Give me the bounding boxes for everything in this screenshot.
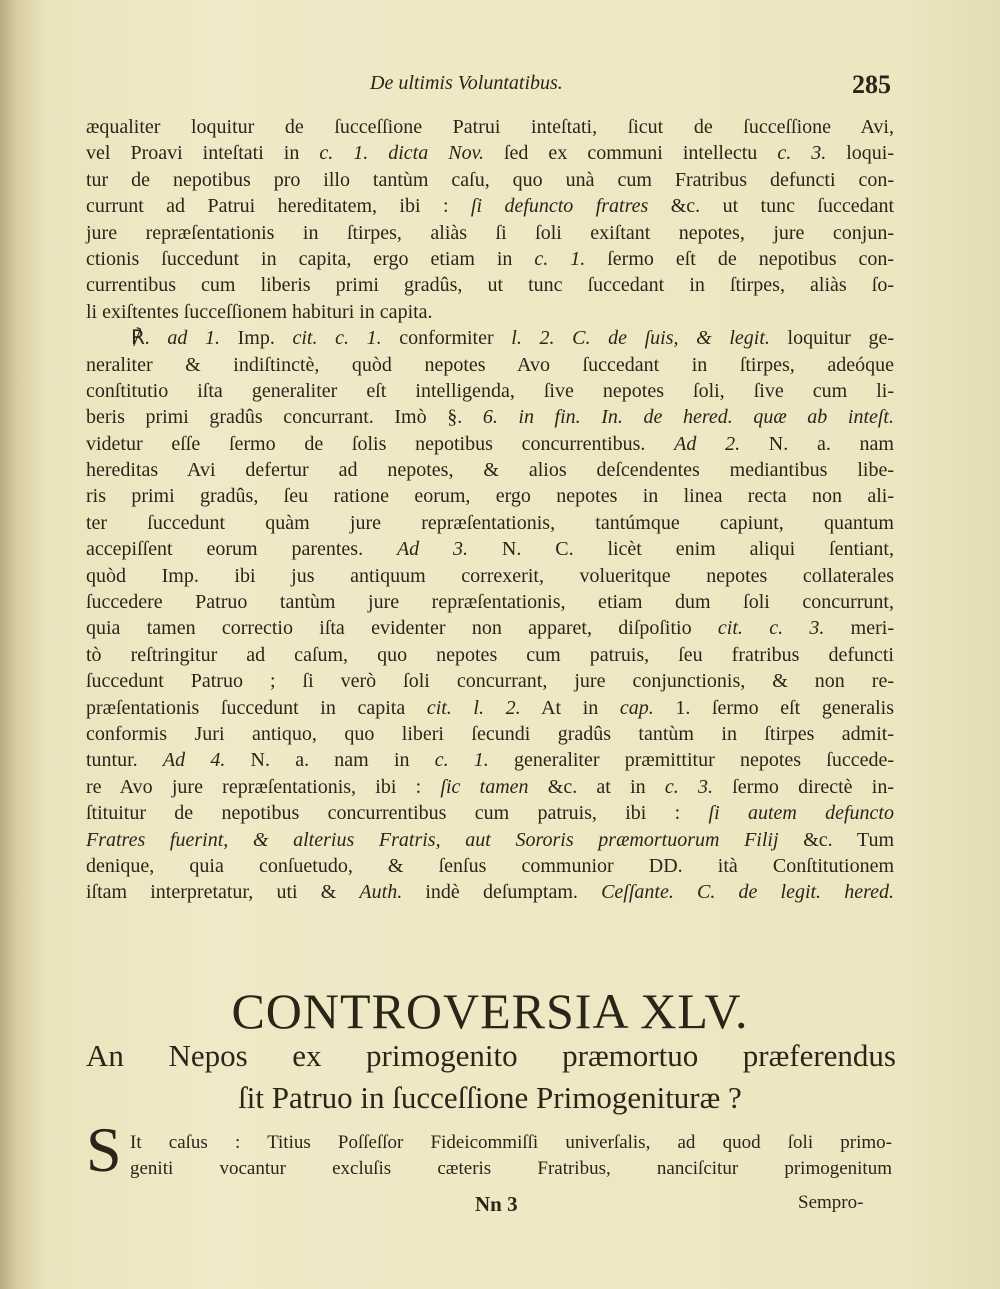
italic-citation: cit. c. 3. (717, 617, 825, 640)
text-segment: tò reſtringitur ad caſum, quo nepotes cum patruis, ſeu fratribus defuncti (86, 643, 894, 666)
text-segment: li exiſtentes ſucceſſionem habituri in capita. (86, 300, 433, 323)
signature-mark: Nn 3 (475, 1192, 518, 1216)
text-line (86, 483, 894, 509)
text-segment: ſuccedunt Patruo ; ſi verò ſoli concurrant, jure conjunctionis, & non re- (86, 670, 894, 693)
text-segment: N. C. licèt enim aliqui ſentiant, (468, 538, 894, 561)
text-segment: ſuccedere Patruo tantùm jure repræſentationis, etiam dum ſoli concurrunt, (86, 591, 894, 614)
text-line (86, 457, 894, 483)
text-segment: hereditas Avi defertur ad nepotes, & alios deſcendentes mediantibus libe- (86, 459, 894, 482)
text-line (86, 272, 894, 298)
text-segment: indè deſumptam. (402, 881, 602, 904)
text-segment: currunt ad Patrui hereditatem, ibi : (86, 195, 471, 218)
text-segment: tur de nepotibus pro illo tantùm caſu, quo unà cum Fratribus defuncti con- (86, 168, 894, 191)
text-segment: ℟. (131, 327, 168, 350)
text-line (86, 378, 894, 404)
text-line (86, 246, 894, 272)
section-title: CONTROVERSIA XLV. (231, 983, 749, 1039)
text-segment: geniti vocantur excluſis cæteris Fratribus, nanciſcitur primogenitum (130, 1158, 892, 1180)
section-question-line-2: ſit Patruo in ſucceſſione Primogenituræ ? (238, 1080, 742, 1115)
text-segment: præſentationis ſuccedunt in capita (86, 696, 427, 719)
text-line (86, 114, 894, 140)
text-segment: conformiter (381, 327, 512, 350)
text-line (86, 404, 894, 430)
italic-citation: Fratres fuerint, & alterius Fratris, aut Sororis præmortuorum Filij (86, 828, 779, 851)
text-line (86, 510, 894, 536)
text-segment: N. a. nam (740, 432, 894, 455)
catchword: Sempro- (798, 1192, 864, 1213)
text-line (86, 615, 894, 641)
italic-citation: Ceſſante. C. de legit. hered. (601, 881, 895, 904)
text-line (86, 431, 894, 457)
text-line (130, 1156, 892, 1182)
text-line (86, 220, 894, 246)
text-line (86, 695, 894, 721)
text-segment: ris primi gradûs, ſeu ratione eorum, ergo nepotes in linea recta non ali- (86, 485, 894, 508)
text-segment: At in (520, 696, 620, 719)
body-text (86, 114, 894, 906)
text-segment: beris primi gradûs concurrant. Imò §. (86, 406, 483, 429)
text-segment: generaliter præmittitur nepotes ſuccede- (488, 749, 894, 772)
text-line (86, 668, 894, 694)
text-segment: conformis Juri antiquo, quo liberi ſecundi gradûs tantùm in ſtirpes admit- (86, 722, 894, 745)
text-segment: tuntur. (86, 749, 163, 772)
text-segment: videtur eſſe ſermo de ſolis nepotibus concurrentibus. (86, 432, 675, 455)
text-segment: 1. ſermo eſt generalis (653, 696, 895, 719)
text-segment: denique, quia conſuetudo, & ſenſus communior DD. ità Conſtitutionem (86, 854, 894, 877)
text-segment: quòd Imp. ibi jus antiquum correxerit, volueritque nepotes collaterales (86, 564, 894, 587)
italic-citation: Ad 3. (396, 538, 469, 561)
text-line (86, 642, 894, 668)
italic-citation: c. 1. dicta Nov. (319, 142, 484, 165)
text-segment: ſed ex communi intellectu (483, 142, 778, 165)
text-line (86, 140, 894, 166)
text-segment: re Avo jure repræſentationis, ibi : (86, 775, 441, 798)
italic-citation: l. 2. C. de ſuis, & legit. (511, 327, 770, 350)
text-line (86, 563, 894, 589)
text-segment: ſermo eſt de nepotibus con- (585, 247, 894, 270)
text-segment: loquitur ge- (769, 327, 895, 350)
italic-citation: c. 1. (534, 247, 586, 270)
italic-citation: Ad 4. (162, 749, 226, 772)
text-segment: æqualiter loquitur de ſucceſſione Patrui inteſtati, ſicut de ſucceſſione Avi, (86, 116, 894, 138)
italic-citation: c. 3. (664, 775, 714, 798)
text-line (86, 827, 894, 853)
text-segment: quia tamen correctio iſta evidenter non apparet, diſpoſitio (86, 617, 718, 640)
italic-citation: ſi defuncto fratres (470, 195, 649, 218)
text-segment: currentibus cum liberis primi gradûs, ut tunc ſuccedant in ſtirpes, aliàs ſo- (86, 274, 894, 297)
italic-citation: 6. in fin. In. de hered. quæ ab inteſt. (482, 406, 894, 429)
text-segment: &c. at in (528, 775, 665, 798)
text-line (86, 879, 894, 905)
running-title: De ultimis Voluntatibus. (370, 72, 563, 94)
text-line (86, 853, 894, 879)
text-line (86, 352, 894, 378)
text-line (86, 299, 894, 325)
text-line (86, 747, 894, 773)
text-segment: It caſus : Titius Poſſeſſor Fideicommiſſi univerſalis, ad quod ſoli primo- (130, 1132, 892, 1153)
text-segment: loqui- (826, 142, 894, 165)
italic-citation: cit. c. 1. (292, 327, 382, 350)
italic-citation: cap. (619, 696, 654, 719)
text-segment: ſermo directè in- (713, 775, 894, 798)
text-segment: vel Proavi inteſtati in (86, 142, 320, 165)
text-segment: meri- (824, 617, 894, 640)
text-line (86, 589, 894, 615)
text-line (86, 800, 894, 826)
text-line (86, 774, 894, 800)
page-number: 285 (852, 70, 891, 99)
text-line (86, 325, 894, 351)
text-segment: jure repræſentationis in ſtirpes, aliàs ſi ſoli exiſtant nepotes, jure conjun- (86, 221, 894, 244)
text-line (86, 167, 894, 193)
text-segment: iſtam interpretatur, uti & (86, 881, 360, 904)
text-line (86, 193, 894, 219)
text-line (86, 536, 894, 562)
text-segment: &c. Tum (778, 828, 894, 851)
italic-citation: ſic tamen (440, 775, 529, 798)
text-segment: Imp. (219, 327, 293, 350)
text-segment: neraliter & indiſtinctè, quòd nepotes Avo ſuccedant in ſtirpes, adeóque (86, 353, 894, 376)
text-line (130, 1130, 892, 1156)
text-segment: ter ſuccedunt quàm jure repræſentationis, tantúmque capiunt, quantum (86, 511, 894, 534)
italic-citation: c. 1. (434, 749, 489, 772)
opening-paragraph (130, 1130, 892, 1183)
text-segment: accepiſſent eorum parentes. (86, 538, 397, 561)
text-line (86, 721, 894, 747)
section-question-line-1: An Nepos ex primogenito præmortuo præferendus (86, 1038, 896, 1073)
text-segment: ctionis ſuccedunt in capita, ergo etiam in (86, 247, 535, 270)
italic-citation: Ad 2. (674, 432, 741, 455)
italic-citation: c. 3. (777, 142, 827, 165)
italic-citation: ſi autem defuncto (708, 802, 894, 825)
text-segment: N. a. nam in (225, 749, 435, 772)
drop-cap: S (86, 1114, 122, 1185)
italic-citation: Auth. (359, 881, 403, 904)
text-segment: conſtitutio iſta generaliter eſt intelligenda, ſive nepotes ſoli, ſive cum li- (86, 379, 894, 402)
italic-citation: cit. l. 2. (426, 696, 521, 719)
italic-citation: ad 1. (167, 327, 220, 350)
text-segment: &c. ut tunc ſuccedant (648, 195, 895, 218)
text-segment: ſtituitur de nepotibus concurrentibus cum patruis, ibi : (86, 802, 709, 825)
